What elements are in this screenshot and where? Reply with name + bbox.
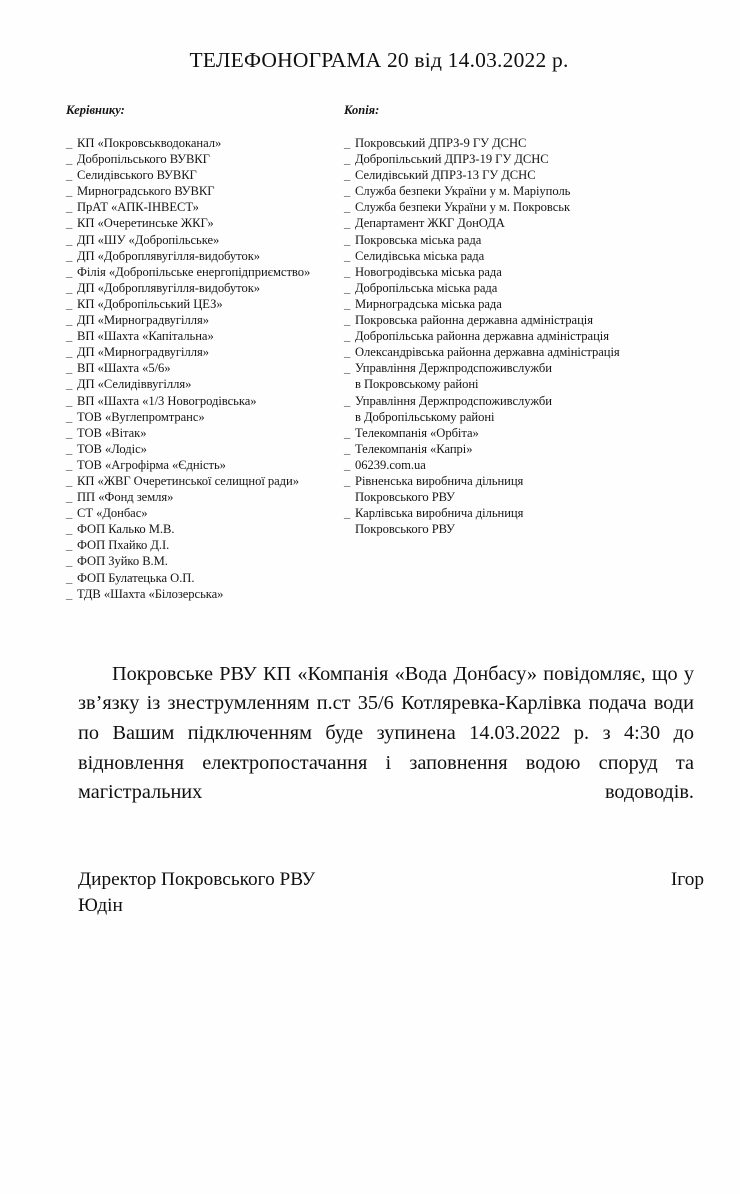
- list-item-label: Філія «Добропільське енергопідприємство»: [77, 264, 311, 279]
- list-item-label: Покровського РВУ: [355, 490, 455, 505]
- list-item-label: ДП «Селидіввугілля»: [77, 377, 192, 392]
- list-dash-marker: _: [66, 168, 73, 183]
- list-dash-marker: _: [66, 425, 73, 440]
- list-dash-marker: _: [66, 264, 73, 279]
- recipient-list-item: [66, 489, 338, 505]
- list-item-label: ВП «Шахта «5/6»: [77, 361, 171, 376]
- list-dash-marker: _: [344, 345, 351, 360]
- copy-list-item: [344, 360, 684, 376]
- recipients-column-right: [344, 103, 684, 602]
- copy-list-item: [344, 441, 684, 457]
- list-item-label: ФОП Пхайко Д.І.: [77, 538, 170, 553]
- list-dash-marker: _: [344, 441, 351, 456]
- copy-list-item: [344, 409, 684, 425]
- recipients-left-heading: Керівнику:: [66, 103, 125, 117]
- list-item-label: ДП «Мирноградвугілля»: [77, 313, 209, 328]
- recipients-column-left: [66, 103, 338, 602]
- copy-list-item: [344, 215, 684, 231]
- page-title: ТЕЛЕФОНОГРАМА 20 від 14.03.2022 р.: [189, 48, 569, 72]
- list-dash-marker: _: [66, 554, 73, 569]
- list-dash-marker: _: [66, 393, 73, 408]
- list-item-label: ТОВ «Агрофірма «Єдність»: [77, 457, 226, 472]
- recipient-list-item: [66, 248, 338, 264]
- list-item-label: Селидівського ВУВКГ: [77, 168, 197, 183]
- recipient-list-item: [66, 296, 338, 312]
- list-item-label: Служба безпеки України у м. Маріуполь: [355, 184, 571, 199]
- copy-list-item: [344, 376, 684, 392]
- recipient-list-item: [66, 457, 338, 473]
- list-dash-marker: _: [66, 152, 73, 167]
- list-item-label: ТОВ «Лодіс»: [77, 441, 147, 456]
- list-item-label: Покровського РВУ: [355, 522, 455, 537]
- copy-list-item: [344, 264, 684, 280]
- copy-list-item: [344, 183, 684, 199]
- recipient-list-item: [66, 376, 338, 392]
- list-item-label: Добропільська районна державна адміністрація: [355, 329, 609, 344]
- recipient-list-item: [66, 215, 338, 231]
- copy-list-item: [344, 232, 684, 248]
- list-item-label: Добропільська міська рада: [355, 280, 498, 295]
- recipient-list-item: [66, 344, 338, 360]
- list-item-label: Рівненська виробнича дільниця: [355, 473, 524, 488]
- copy-list-item: [344, 425, 684, 441]
- signatory-position: Директор Покровського РВУ: [78, 869, 316, 891]
- list-item-label: ВП «Шахта «1/3 Новогродівська»: [77, 393, 257, 408]
- list-dash-marker: _: [66, 570, 73, 585]
- recipient-list-item: [66, 409, 338, 425]
- recipient-list-item: [66, 183, 338, 199]
- recipient-list-item: [66, 425, 338, 441]
- recipient-list-item: [66, 505, 338, 521]
- recipient-list-item: [66, 135, 338, 151]
- list-item-label: Телекомпанія «Капрі»: [355, 441, 473, 456]
- recipients-right-list: [344, 135, 684, 537]
- list-item-label: в Добропільському районі: [355, 409, 495, 424]
- body-section: [0, 660, 740, 838]
- recipient-list-item: [66, 537, 338, 553]
- list-item-label: КП «Покровськводоканал»: [77, 136, 222, 150]
- list-item-label: Селидівський ДПРЗ-13 ГУ ДСНС: [355, 168, 536, 183]
- copy-list-item: [344, 521, 684, 537]
- list-dash-marker: _: [66, 329, 73, 344]
- list-dash-marker: _: [66, 200, 73, 215]
- copy-list-item: [344, 328, 684, 344]
- list-dash-marker: _: [66, 184, 73, 199]
- list-item-label: ДП «Доброплявугілля-видобуток»: [77, 248, 261, 263]
- list-item-label: Добропільського ВУВКГ: [77, 152, 210, 167]
- recipient-list-item: [66, 264, 338, 280]
- list-item-label: Покровський ДПРЗ-9 ГУ ДСНС: [355, 136, 527, 150]
- list-item-label: ФОП Калько М.В.: [77, 522, 175, 537]
- list-dash-marker: _: [66, 377, 73, 392]
- copy-list-item: [344, 344, 684, 360]
- list-item-label: Новогродівська міська рада: [355, 264, 502, 279]
- recipient-list-item: [66, 570, 338, 586]
- list-item-label: Департамент ЖКГ ДонОДА: [355, 216, 505, 231]
- copy-list-item: [344, 473, 684, 489]
- copy-list-item: [344, 167, 684, 183]
- list-dash-marker: _: [344, 200, 351, 215]
- recipient-list-item: [66, 280, 338, 296]
- list-dash-marker: _: [66, 136, 73, 150]
- list-item-label: Мирноградського ВУВКГ: [77, 184, 215, 199]
- list-dash-marker: _: [344, 248, 351, 263]
- list-item-label: СТ «Донбас»: [77, 506, 148, 521]
- list-item-label: ФОП Булатецька О.П.: [77, 570, 195, 585]
- list-dash-marker: _: [344, 280, 351, 295]
- list-dash-marker: _: [66, 296, 73, 311]
- list-dash-marker: _: [344, 184, 351, 199]
- list-item-label: ТДВ «Шахта «Білозерська»: [77, 586, 224, 601]
- list-item-label: ПП «Фонд земля»: [77, 490, 174, 505]
- list-dash-marker: _: [66, 216, 73, 231]
- list-dash-marker: _: [66, 522, 73, 537]
- list-dash-marker: _: [66, 313, 73, 328]
- list-item-label: Управління Держпродспоживслужби: [355, 393, 552, 408]
- list-dash-marker: _: [344, 473, 351, 488]
- list-dash-marker: _: [344, 136, 351, 150]
- list-item-label: Селидівська міська рада: [355, 248, 485, 263]
- recipients-right-heading: Копія:: [344, 103, 380, 117]
- recipient-list-item: [66, 553, 338, 569]
- list-item-label: ДП «Мирноградвугілля»: [77, 345, 209, 360]
- copy-list-item: [344, 312, 684, 328]
- list-dash-marker: _: [344, 329, 351, 344]
- recipient-list-item: [66, 232, 338, 248]
- list-dash-marker: _: [344, 361, 351, 376]
- copy-list-item: [344, 248, 684, 264]
- list-dash-marker: _: [66, 441, 73, 456]
- recipient-list-item: [66, 328, 338, 344]
- copy-list-item: [344, 296, 684, 312]
- recipient-list-item: [66, 586, 338, 602]
- signature-row: [78, 867, 704, 893]
- list-dash-marker: _: [344, 457, 351, 472]
- recipient-list-item: [66, 360, 338, 376]
- list-dash-marker: _: [344, 168, 351, 183]
- list-dash-marker: _: [66, 457, 73, 472]
- recipients-left-list: [66, 135, 338, 602]
- recipient-list-item: [66, 473, 338, 489]
- list-dash-marker: _: [66, 586, 73, 601]
- copy-list-item: [344, 135, 684, 151]
- list-dash-marker: _: [66, 538, 73, 553]
- list-item-label: КП «Добропільський ЦЕЗ»: [77, 296, 223, 311]
- signatory-first-name: Ігор: [670, 869, 704, 891]
- list-dash-marker: _: [344, 313, 351, 328]
- list-item-label: Покровська міська рада: [355, 232, 482, 247]
- copy-list-item: [344, 280, 684, 296]
- signatory-last-name: Юдін: [78, 895, 123, 917]
- list-dash-marker: _: [66, 345, 73, 360]
- list-item-label: 06239.com.ua: [355, 457, 426, 472]
- copy-list-item: [344, 457, 684, 473]
- list-item-label: Телекомпанія «Орбіта»: [355, 425, 479, 440]
- list-item-label: ТОВ «Вітак»: [77, 425, 147, 440]
- list-dash-marker: _: [66, 409, 73, 424]
- list-item-label: Управління Держпродспоживслужби: [355, 361, 552, 376]
- copy-list-item: [344, 505, 684, 521]
- list-item-label: ДП «ШУ «Добропільське»: [77, 232, 220, 247]
- list-item-label: Мирноградська міська рада: [355, 296, 502, 311]
- list-dash-marker: _: [344, 425, 351, 440]
- list-item-label: ВП «Шахта «Капітальна»: [77, 329, 214, 344]
- list-item-label: КП «Очеретинське ЖКГ»: [77, 216, 214, 231]
- list-dash-marker: _: [66, 232, 73, 247]
- list-item-label: Служба безпеки України у м. Покровськ: [355, 200, 571, 215]
- recipient-list-item: [66, 312, 338, 328]
- list-item-label: ТОВ «Вуглепромтранс»: [77, 409, 205, 424]
- list-dash-marker: _: [344, 506, 351, 521]
- list-item-label: Олександрівська районна державна адміністрація: [355, 345, 620, 360]
- signature-block: [0, 867, 740, 919]
- copy-list-item: [344, 151, 684, 167]
- list-dash-marker: _: [66, 506, 73, 521]
- recipients-section: [0, 103, 740, 602]
- notice-paragraph: Покровське РВУ КП «Компанія «Вода Донбасу» повідомляє, що у зв’язку із знеструмленням п.ст 35/6 Котляревка-Карлівка подача води по Вашим підключенням буде зупинена 14.03.2022 р. з 4:30 до відновлення електропостачання і заповнення водою споруд та магістральних водоводів.: [78, 662, 694, 804]
- list-item-label: Добропільський ДПРЗ-19 ГУ ДСНС: [355, 152, 549, 167]
- list-item-label: ФОП Зуйко В.М.: [77, 554, 168, 569]
- list-item-label: Покровська районна державна адміністрація: [355, 313, 593, 328]
- copy-list-item: [344, 489, 684, 505]
- copy-list-item: [344, 393, 684, 409]
- list-item-label: в Покровському районі: [355, 377, 479, 392]
- recipient-list-item: [66, 393, 338, 409]
- list-dash-marker: _: [344, 232, 351, 247]
- list-dash-marker: _: [66, 248, 73, 263]
- list-item-label: Карлівська виробнича дільниця: [355, 506, 524, 521]
- recipient-list-item: [66, 521, 338, 537]
- list-dash-marker: _: [344, 216, 351, 231]
- recipient-list-item: [66, 441, 338, 457]
- list-item-label: КП «ЖВГ Очеретинської селищної ради»: [77, 473, 299, 488]
- list-dash-marker: _: [66, 490, 73, 505]
- recipient-list-item: [66, 151, 338, 167]
- recipient-list-item: [66, 167, 338, 183]
- list-dash-marker: _: [344, 152, 351, 167]
- list-item-label: ДП «Доброплявугілля-видобуток»: [77, 280, 261, 295]
- list-dash-marker: _: [344, 296, 351, 311]
- list-item-label: ПрАТ «АПК-ІНВЕСТ»: [77, 200, 199, 215]
- list-dash-marker: _: [344, 393, 351, 408]
- list-dash-marker: _: [66, 280, 73, 295]
- list-dash-marker: _: [66, 361, 73, 376]
- recipient-list-item: [66, 199, 338, 215]
- list-dash-marker: _: [66, 473, 73, 488]
- list-dash-marker: _: [344, 264, 351, 279]
- copy-list-item: [344, 199, 684, 215]
